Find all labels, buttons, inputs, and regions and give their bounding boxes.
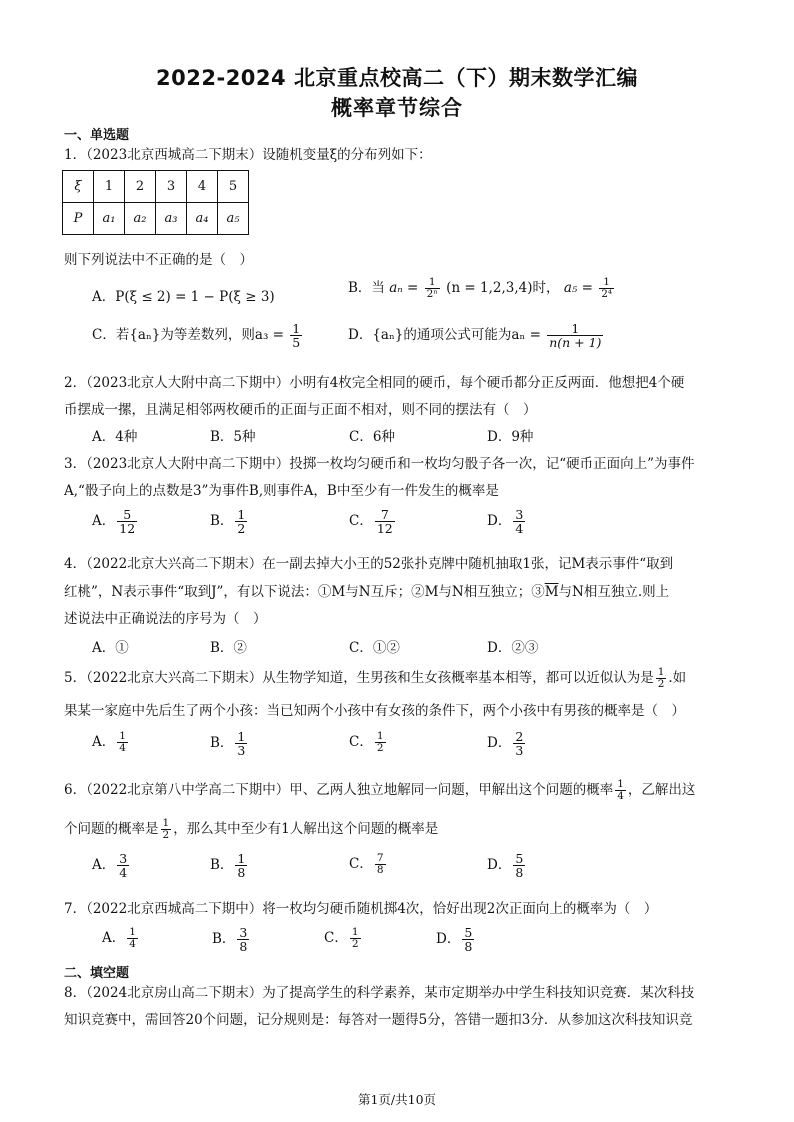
question-1-number: 1． <box>64 147 87 163</box>
question-1-stem <box>64 143 432 163</box>
page-footer: 第1页/共10页 <box>357 1092 437 1107</box>
fraction: $\frac{1}{2}$ <box>162 816 170 841</box>
fraction: $\frac{7}{12}$ <box>376 507 393 537</box>
question-6-option-b: B． $\frac{1}{8}$ <box>210 851 246 881</box>
question-4-option-c: C．①② <box>349 640 400 656</box>
question-4-line-2: 红桃”，N表示事件“取到J”，有以下说法：①M与N互斥；②M与N相互独立；$③\overline{M}$与N相互独立.则上 <box>64 584 670 600</box>
question-2-line-1: 2．（2023北京人大附中高二下期中）小明有4枚完全相同的硬币，每个硬币都分正反两面．他想把4个硬 <box>64 375 685 391</box>
fraction: $\frac{1}{4}$ <box>617 777 624 802</box>
fraction: $\frac{1}{\text{2⁴}}$ <box>601 275 613 300</box>
fraction: $\frac{7}{8}$ <box>376 851 384 876</box>
document-subtitle: 概率章节综合 <box>331 96 463 120</box>
question-4-option-d: D．②③ <box>487 640 539 656</box>
fraction: $\frac{1}{2}$ <box>657 665 665 690</box>
fraction: $\frac{1}{4}$ <box>129 925 136 950</box>
fraction: $\frac{5}{8}$ <box>464 925 473 955</box>
document-title: 2022-2024 北京重点校高二（下）期末数学汇编 <box>156 66 638 90</box>
question-5-option-a: A． $\frac{1}{4}$ <box>92 729 126 754</box>
table-row <box>63 171 249 203</box>
question-6-option-a: A． $\frac{3}{4}$ <box>92 851 128 881</box>
question-1-ask: 则下列说法中不正确的是（ ） <box>64 252 253 268</box>
question-1-text: 设随机变量ξ的分布列如下： <box>262 147 432 163</box>
question-5-option-b: B． $\frac{1}{3}$ <box>210 729 246 759</box>
question-2-option-c: C．6种 <box>349 429 395 445</box>
question-8-line-2: 知识竞赛中，需回答20个问题，记分规则是：每答对一题得5分，答错一题扣3分．从参加这次科技知识竞 <box>64 1012 693 1028</box>
question-2-option-d: D．9种 <box>487 429 534 445</box>
fraction: $\frac{3}{4}$ <box>515 507 524 537</box>
question-8-line-1: 8．（2024北京房山高二下期末）为了提高学生的科学素养，某市定期举办中学生科技知识竞赛．某次科技 <box>64 985 695 1001</box>
distribution-table <box>62 170 249 235</box>
table-cell: 3 <box>156 171 187 203</box>
question-5-line-1: 5．（2022北京大兴高二下期末）从生物学知道，生男孩和生女孩概率基本相等，都可以近似认为是 $\frac{1}{2}$ .如 <box>64 665 687 690</box>
question-4-line-1: 4．（2022北京大兴高二下期末）在一副去掉大小王的52张扑克牌中随机抽取1张，记M表示事件“取到 <box>64 556 674 572</box>
table-row <box>63 203 249 235</box>
fraction: $\frac{1}{2}$ <box>376 729 384 754</box>
table-cell: 1 <box>94 171 125 203</box>
question-3-option-a: A． $\frac{5}{12}$ <box>92 507 136 537</box>
fraction: $\frac{1}{2}$ <box>237 507 246 537</box>
question-1-option-b: B．当 aₙ = $\frac{1}{\text{2ⁿ}}$ (n = 1,2,3,4)时， a₅ = $\frac{1}{\text{2⁴}}$ <box>348 275 613 300</box>
question-7-line-1: 7．（2022北京西城高二下期中）将一枚均匀硬币随机掷4次，恰好出现2次正面向上的概率为（ ） <box>64 901 658 917</box>
question-7-option-c: C． $\frac{1}{2}$ <box>324 925 359 950</box>
question-2-option-a: A．4种 <box>92 429 138 445</box>
fraction: $\frac{2}{3}$ <box>515 729 524 759</box>
fraction: $\frac{1}{3}$ <box>237 729 246 759</box>
fraction: $\frac{5}{12}$ <box>119 507 136 537</box>
question-6-line-2: 个问题的概率是 $\frac{1}{2}$ ，那么其中至少有1人解出这个问题的概率是 <box>64 816 439 841</box>
table-cell: P <box>63 203 94 235</box>
question-2-line-2: 币摆成一摞，且满足相邻两枚硬币的正面与正面不相对，则不同的摆法有（ ） <box>64 402 537 418</box>
question-5-line-2: 果某一家庭中先后生了两个小孩：当已知两个小孩中有女孩的条件下，两个小孩中有男孩的概率是（ ） <box>64 703 685 719</box>
fraction: $\frac{3}{8}$ <box>239 925 248 955</box>
question-4-option-a: A．① <box>92 640 129 656</box>
fraction: $\frac{1}{8}$ <box>237 851 246 881</box>
section-heading-fill-in: 二、填空题 <box>64 966 130 981</box>
question-4-option-b: B．② <box>210 640 247 656</box>
table-cell: ξ <box>63 171 94 203</box>
table-cell: a₃ <box>156 203 187 235</box>
table-cell: a₂ <box>125 203 156 235</box>
question-3-line-2: A,“骰子向上的点数是3”为事件B,则事件A，B中至少有一件发生的概率是 <box>64 483 499 499</box>
fraction: $\frac{1}{5}$ <box>292 321 301 351</box>
table-cell: a₄ <box>187 203 218 235</box>
question-5-option-d: D． $\frac{2}{3}$ <box>487 729 524 759</box>
fraction: $\frac{1}{\text{2ⁿ}}$ <box>426 275 438 300</box>
question-6-line-1: 6．（2022北京第八中学高二下期中）甲、乙两人独立地解同一问题，甲解出这个问题的概率 $\frac{1}{4}$ ，乙解出这 <box>64 777 696 802</box>
question-1-option-a: A．P(ξ ≤ 2) = 1 − P(ξ ≥ 3) <box>92 289 275 305</box>
fraction: $\frac{1}{4}$ <box>119 729 126 754</box>
table-cell: 4 <box>187 171 218 203</box>
question-3-option-d: D． $\frac{3}{4}$ <box>487 507 524 537</box>
table-cell: a₁ <box>94 203 125 235</box>
fraction: $\frac{5}{8}$ <box>515 851 524 881</box>
question-6-option-d: D． $\frac{5}{8}$ <box>487 851 524 881</box>
question-1-option-d: D．{aₙ}的通项公式可能为aₙ = $\frac{1}{n(n + 1)}$ <box>348 321 602 351</box>
fraction: $\frac{3}{4}$ <box>119 851 128 881</box>
table-cell: 2 <box>125 171 156 203</box>
question-1-source: （2023北京西城高二下期末） <box>86 147 263 163</box>
fraction: $\frac{1}{n(n + 1)}$ <box>549 321 602 351</box>
question-7-option-d: D． $\frac{5}{8}$ <box>436 925 473 955</box>
table-cell: 5 <box>218 171 249 203</box>
table-cell: a₅ <box>218 203 249 235</box>
section-heading-single-choice: 一、单选题 <box>64 128 130 143</box>
question-1-option-c: C．若{aₙ}为等差数列，则a₃ = $\frac{1}{5}$ <box>92 321 301 351</box>
question-6-option-c: C． $\frac{7}{8}$ <box>349 851 384 876</box>
question-3-option-c: C． $\frac{7}{12}$ <box>349 507 393 537</box>
question-2-option-b: B．5种 <box>210 429 256 445</box>
question-3-option-b: B． $\frac{1}{2}$ <box>210 507 246 537</box>
question-3-line-1: 3．（2023北京人大附中高二下期中）投掷一枚均匀硬币和一枚均匀骰子各一次，记“硬币正面向上”为事件 <box>64 456 695 472</box>
question-7-option-b: B． $\frac{3}{8}$ <box>212 925 248 955</box>
question-5-option-c: C． $\frac{1}{2}$ <box>349 729 384 754</box>
fraction: $\frac{1}{2}$ <box>351 925 359 950</box>
question-4-line-3: 述说法中正确说法的序号为（ ） <box>64 611 267 627</box>
question-7-option-a: A． $\frac{1}{4}$ <box>102 925 136 950</box>
